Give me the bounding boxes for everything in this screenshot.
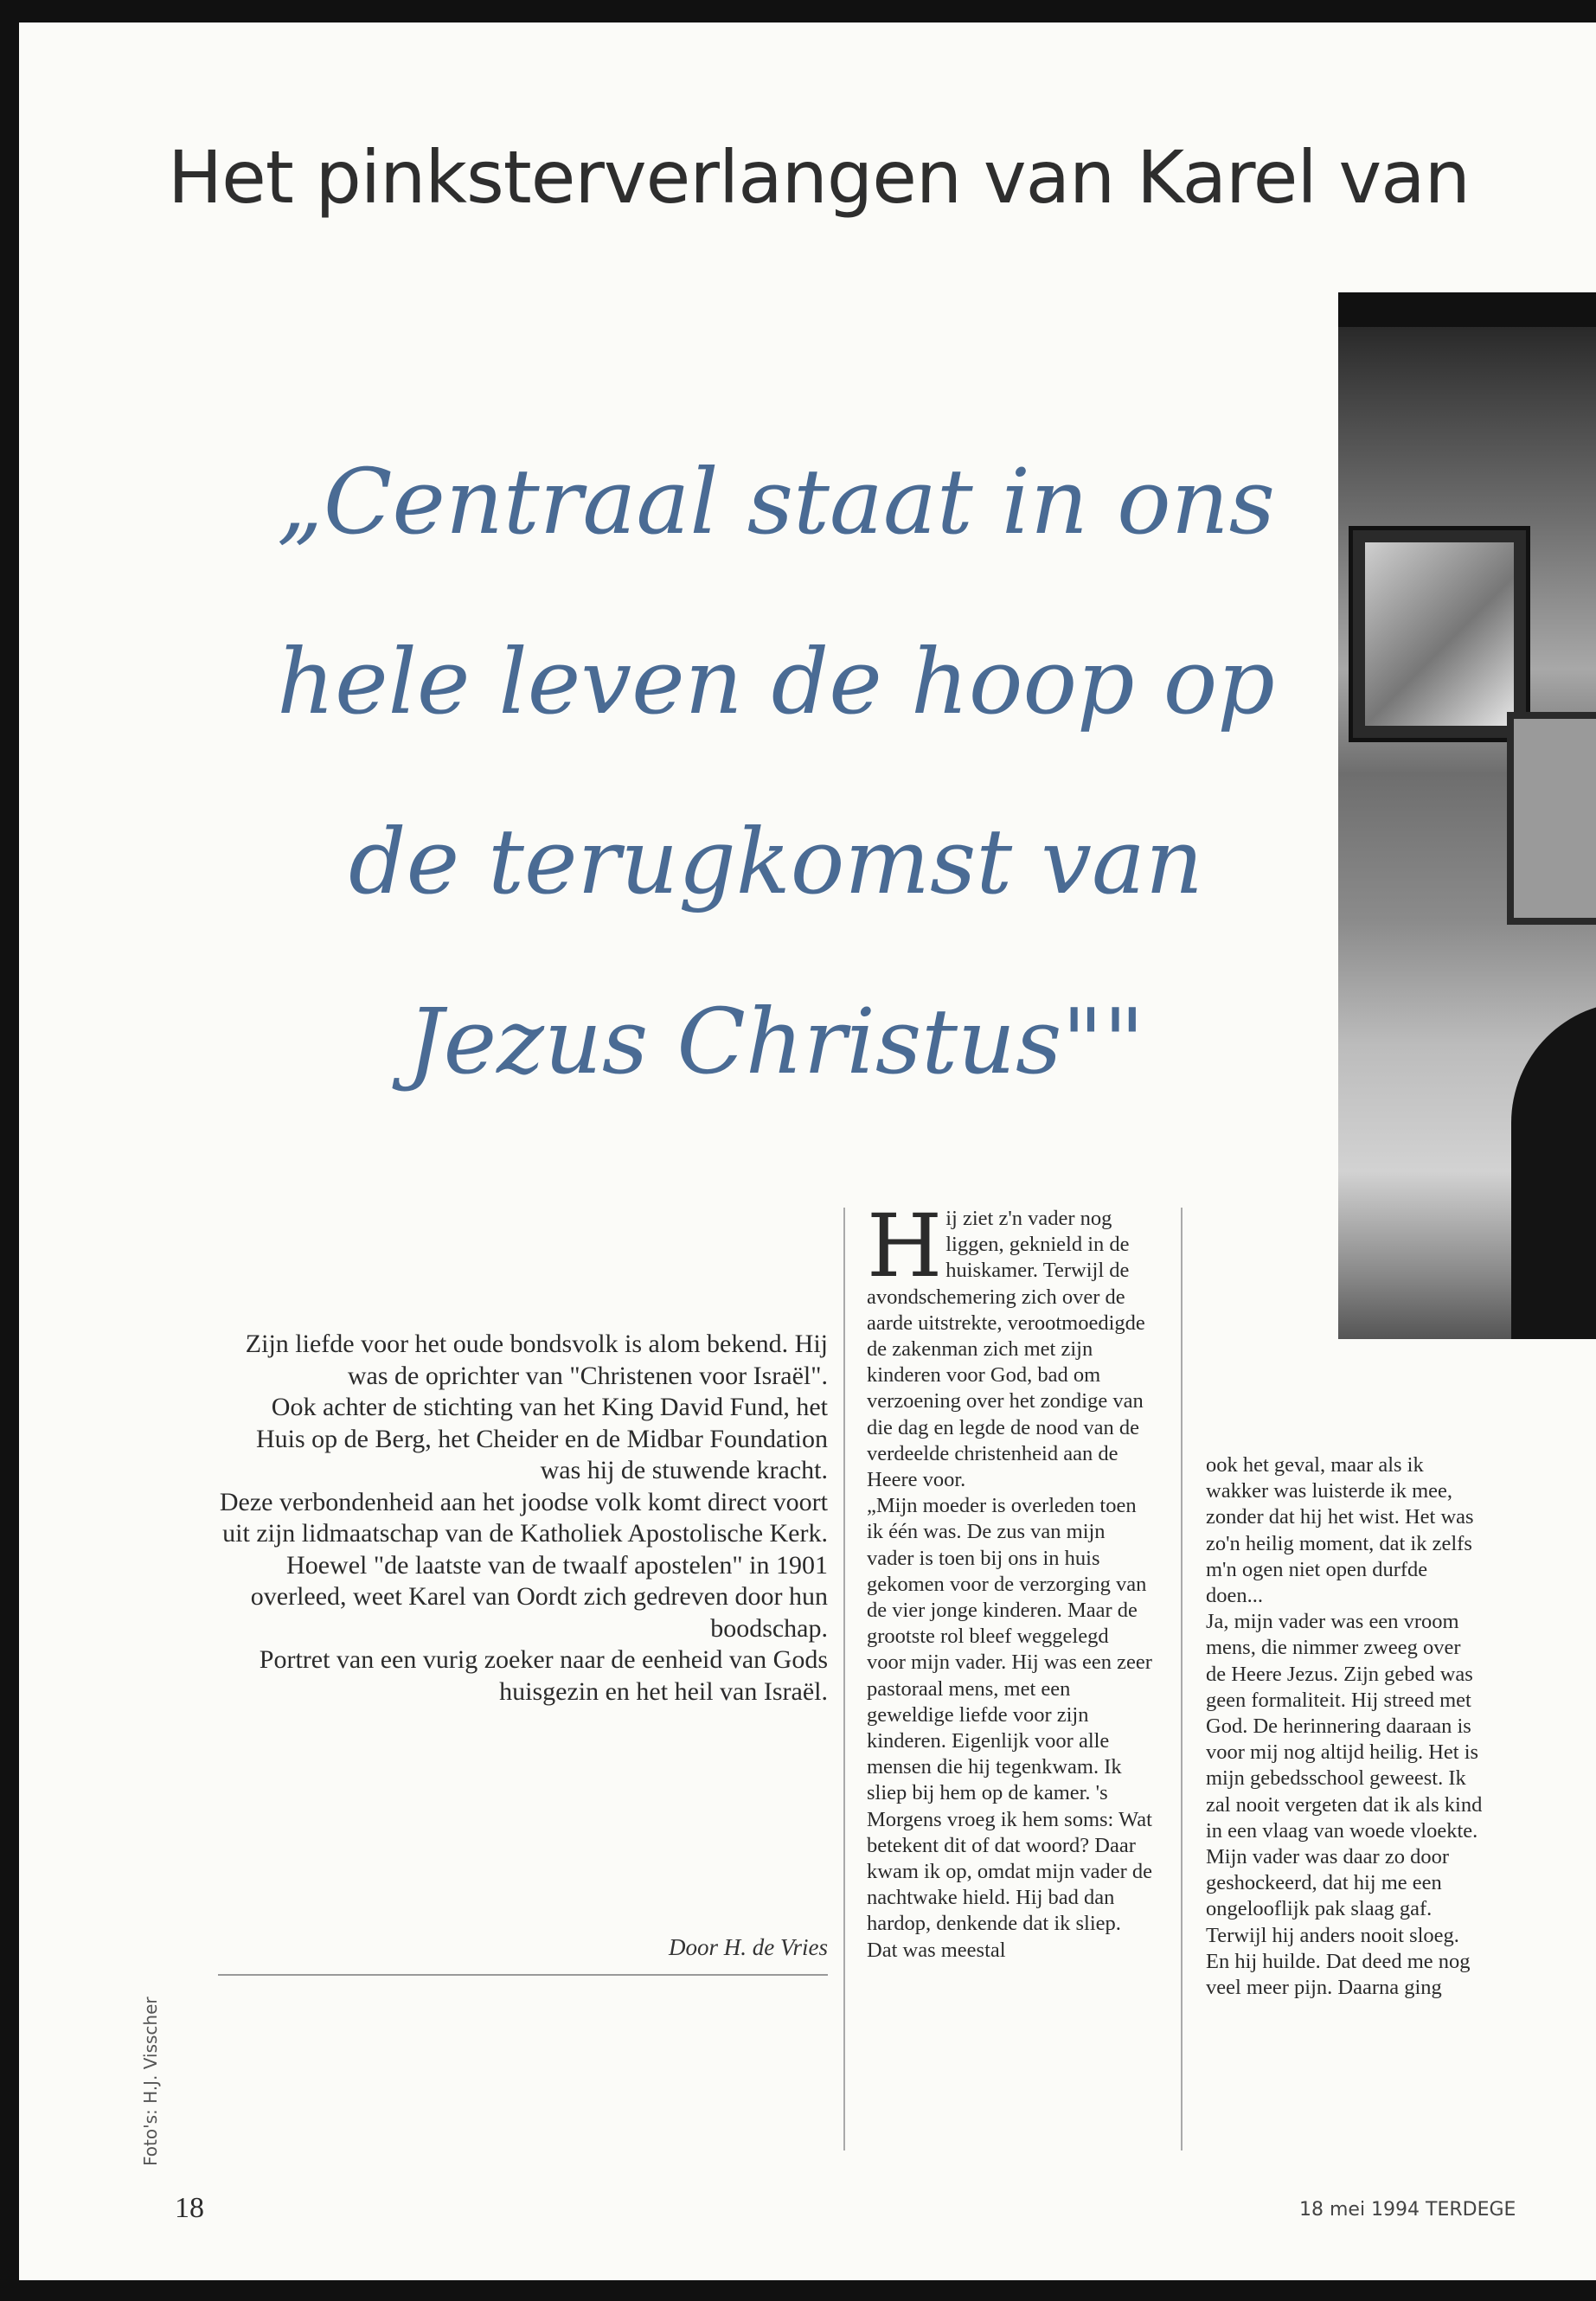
headline: Het pinksterverlangen van Karel van — [168, 135, 1470, 220]
body-column-2 — [1206, 1452, 1483, 2001]
body-paragraph: ij ziet z'n vader nog liggen, geknield in de huiskamer. Terwijl de avondschemering zich over de aarde uitstrekte, verootmoedigde de zakenman zich met zijn kinderen voor God, bad om verzoening over het zondige van die dag en legde de nood van de verdeelde christenheid aan de Heere voor. — [867, 1207, 1145, 1492]
photo-person-silhouette — [1511, 1002, 1596, 1339]
photo-wall-frame-2 — [1507, 712, 1596, 925]
intro-text — [218, 1329, 828, 1708]
page-number: 18 — [175, 2192, 204, 2224]
body-paragraph: ook het geval, maar als ik wakker was luisterde ik mee, zonder dat hij het wist. Het was zo'n heilig moment, dat ik zelfs m'n ogen niet open durfde doen... — [1206, 1453, 1474, 1608]
byline: Door H. de Vries — [669, 1934, 828, 1960]
portrait-photo — [1338, 292, 1596, 1339]
intro-paragraph: Hoewel "de laatste van de twaalf apostelen" in 1901 overleed, weet Karel van Oordt zich gedreven door hun boodschap. — [250, 1550, 828, 1643]
body-paragraph: Ja, mijn vader was een vroom mens, die nimmer zweeg over de Heere Jezus. Zijn gebed was geen formaliteit. Hij streed met God. De herinnering daaraan is voor mij nog altijd heilig. Het is mijn gebedsschool geweest. Ik zal nooit vergeten dat ik als kind in een vlaag van woede vloekte. Mijn vader was daar zo door geshockeerd, dat hij me een ongelooflijk pak slaag gaf. Terwijl hij anders nooit sloeg. En hij huilde. Dat deed me nog veel meer pijn. Daarna ging — [1206, 1610, 1483, 2000]
photo-dark-band — [1338, 292, 1596, 327]
intro-paragraph: Portret van een vurig zoeker naar de eenheid van Gods huisgezin en het heil van Israël. — [259, 1645, 828, 1706]
pull-quote-line: hele leven de hoop op — [277, 629, 1275, 734]
body-paragraph: „Mijn moeder is overleden toen ik één was. De zus van mijn vader is toen bij ons in huis gekomen voor de verzorging van de vier jonge kinderen. Maar de grootste rol bleef weggelegd voor mijn vader. Hij was een zeer pastoraal mens, met een geweldige liefde voor zijn kinderen. Eigenlijk voor alle mensen die hij tegenkwam. Ik sliep bij hem op de kamer. 's Morgens vroeg ik hem soms: Wat betekent dit of dat woord? Daar kwam ik op, omdat mijn vader de nachtwake hield. Hij bad dan hardop, denkende dat ik sliep. Dat was meestal — [867, 1494, 1152, 1962]
photo-credit: Foto's: H.J. Visscher — [140, 1997, 161, 2166]
pull-quote-line: de terugkomst van — [349, 809, 1203, 914]
pull-quote-line: „Centraal staat in ons — [276, 449, 1276, 554]
magazine-page — [19, 22, 1596, 2280]
pull-quote-line: Jezus Christus"" — [407, 989, 1145, 1094]
pull-quote — [235, 412, 1317, 1131]
column-divider — [1181, 1208, 1183, 2150]
photo-wall-frame — [1349, 526, 1530, 742]
footer-issue-date: 18 mei 1994 TERDEGE — [1299, 2199, 1516, 2221]
drop-cap: H — [867, 1195, 943, 1297]
column-divider — [843, 1208, 845, 2150]
framed-picture — [1365, 542, 1514, 726]
intro-paragraph: Zijn liefde voor het oude bondsvolk is alom bekend. Hij was de oprichter van "Christenen voor Israël". — [245, 1330, 828, 1390]
intro-paragraph: Ook achter de stichting van het King David Fund, het Huis op de Berg, het Cheider en de Midbar Foundation was hij de stuwende kracht. — [256, 1393, 828, 1484]
intro-paragraph: Deze verbondenheid aan het joodse volk komt direct voort uit zijn lidmaatschap van de Katholiek Apostolische Kerk. — [219, 1487, 828, 1548]
intro-divider — [218, 1974, 828, 1976]
body-column-1 — [867, 1195, 1152, 1964]
